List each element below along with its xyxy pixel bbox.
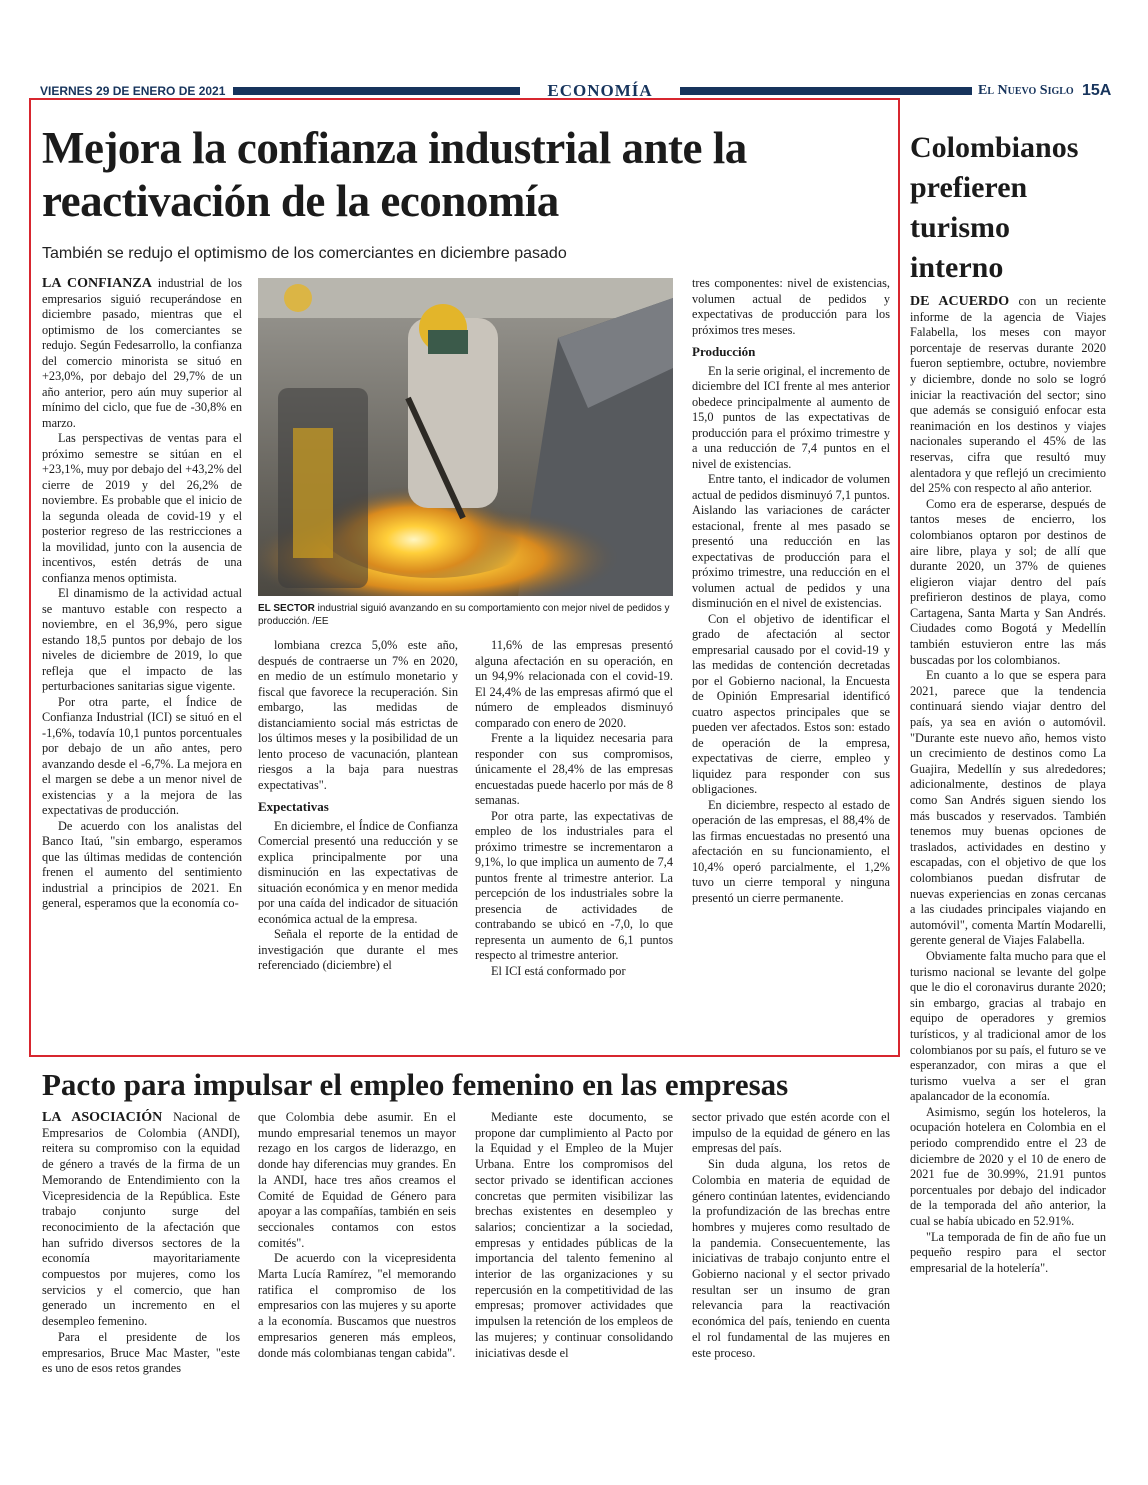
paragraph-text: Frente a la liquidez necesaria para responder con sus compromisos, únicamente el 28,4% de las empresas encuestadas puede hacerlo por más de 8 semanas. — [475, 731, 673, 807]
photo-caption-text: industrial siguió avanzando en su comportamiento con mejor nivel de pedidos y producción. — [258, 603, 670, 627]
paragraph — [692, 364, 890, 473]
paragraph — [692, 612, 890, 798]
paragraph-text: El ICI está conformado por — [491, 963, 626, 978]
subheading: Expectativas — [258, 799, 329, 814]
main-article-subtitle: También se redujo el optimismo de los comerciantes en diciembre pasado — [42, 245, 567, 262]
paragraph — [910, 949, 1106, 1105]
paragraph-text: En la serie original, el incremento de diciembre del ICI frente al mes anterior obedece principalmente al aumento de 15,0 puntos de las expectativas de producción para el próximo trimestre y a una reducción de 7,4 puntos en el nivel de existencias. — [692, 363, 890, 471]
paragraph — [692, 276, 890, 338]
page-number: 15A — [1078, 80, 1108, 102]
main-article-column-4 — [692, 276, 890, 906]
paragraph — [910, 497, 1106, 669]
paragraph-text: El dinamismo de la actividad actual se mantuvo estable con respecto a noviembre, en el 36,9%, pero sigue estando 18,5 puntos por debajo de los niveles de diciembre de 2019, lo que refleja que el impacto de las perturbaciones sanitarias sigue vigente. — [42, 586, 242, 693]
paragraph — [475, 1110, 673, 1361]
paragraph-text: Con el objetivo de identificar el grado de afectación al sector empresarial causado por el covid-19 y las medidas de contención decretadas por el Gobierno nacional, la Encuesta de Opinión Empresarial identificó cuatro aspectos principales que se pueden ver afectados. Estos son: estado de operación de la empresa, expectativas de cierre, empleo y liquidez para responder con sus obligaciones. — [692, 611, 890, 796]
paragraph — [910, 668, 1106, 949]
paragraph — [42, 1330, 240, 1377]
newspaper-name: El Nuevo Siglo — [972, 80, 1080, 102]
industrial-worker-photo — [258, 278, 673, 596]
paragraph-text: Obviamente falta mucho para que el turismo nacional se levante del golpe que le dio el coronavirus durante 2020; sin embargo, gracias al trabajo en equipo de operadores y gremios turísticos, y al tradicional amor de los colombianos por su país, el futuro se ve esperanzador, con miras a que el turismo vuelva a ser el gran apalancador de la economía. — [910, 948, 1106, 1104]
paragraph-text: Entre tanto, el indicador de volumen actual de pedidos disminuyó 7,1 puntos. Aislando las variaciones de carácter estacional, frente al mes pasado se presentó una reducción en las expectativas de producción para el próximo trimestre, una reducción en el volumen actual de pedidos y una disminución en el nivel de existencias. — [692, 472, 890, 610]
paragraph — [42, 431, 242, 586]
paragraph-text: Nacional de Empresarios de Colombia (ANDI), reitera su compromiso con la equidad de género a través de la firma de un Memorando de Entendimiento con la Vicepresidencia de la República. Este trabajo conjunto surge del reconocimiento de la afectación que han sufrido diversos sectores de la economía mayoritariamente compuestos por mujeres, como los servicios y el comercio, que han generado un incremento en el desempleo femenino. — [42, 1110, 240, 1329]
second-article-column-1 — [42, 1110, 240, 1377]
paragraph-text: lombiana crezca 5,0% este año, después de contraerse un 7% en 2020, en medio de un estímulo monetario y fiscal que favorece la recuperación. Sin embargo, las medidas de distanciamiento social más estrictas de los últimos meses y la posibilidad de un lento proceso de vacunación, plantean riesgos a la baja para nuestras expectativas". — [258, 638, 458, 792]
paragraph-text: Señala el reporte de la entidad de investigación que durante el mes referenciado (diciembre) el — [258, 927, 458, 972]
photo-credit: /EE — [312, 616, 329, 627]
paragraph-text: Como era de esperarse, después de tantos meses de encierro, los colombianos optaron por destinos de aire libre, playa y sol; de allí que durante 2020, un 37% de quienes eligieron viajar dentro del país prefirieron destinos de playa, como Cartagena, Santa Marta y San Andrés. Ciudades como Bogotá y Medellín también estuvieron entre las más buscadas por los colombianos. — [910, 496, 1106, 667]
paragraph — [692, 1157, 890, 1361]
paragraph-text: Las perspectivas de ventas para el próximo semestre se sitúan en el +23,1%, muy por debajo del +43,2% del cierre de 2019 y del 26,2% de noviembre. Es probable que el inicio de la segunda oleada de covid-19 y el posterior regreso de las restricciones a la movilidad, junto con la ausencia de incentivos, estén detrás de una confianza menos optimista. — [42, 431, 242, 585]
paragraph — [258, 638, 458, 793]
paragraph-text: De acuerdo con los analistas del Banco Itaú, "sin embargo, esperamos que las últimas medidas de contención frenen el aumento del sentimiento industrial a principios de 2021. En general, esperamos que la economía co- — [42, 818, 242, 910]
paragraph — [42, 276, 242, 431]
paragraph — [692, 1110, 890, 1157]
main-article-column-1 — [42, 276, 242, 912]
paragraph-text: Para el presidente de los empresarios, Bruce Mac Master, "este es uno de esos retos grandes — [42, 1329, 240, 1376]
paragraph — [42, 1110, 240, 1330]
header-date: VIERNES 29 DE ENERO DE 2021 — [40, 80, 233, 102]
paragraph-text: tres componentes: nivel de existencias, volumen actual de pedidos y expectativas de producción para los próximos tres meses. — [692, 276, 890, 337]
paragraph — [258, 1110, 456, 1251]
paragraph — [475, 638, 673, 731]
paragraph-text: Sin duda alguna, los retos de Colombia en materia de equidad de género continúan latentes, evidenciando la profundización de las brechas entre hombres y mujeres como resultado de la pandemia. Consecuentemente, las iniciativas de trabajo conjunto entre el Gobierno nacional y el sector privado resultan ser un insumo de gran relevancia para la reactivación económica del país, teniendo en cuenta el rol fundamental de las mujeres en este proceso. — [692, 1157, 890, 1360]
sidebar-title: Colombianos prefieren turismo interno — [910, 131, 1079, 284]
paragraph — [910, 1230, 1106, 1277]
paragraph-text: Mediante este documento, se propone dar cumplimiento al Pacto por la Equidad y el Empleo de la Mujer Urbana. Entre los compromisos del sector privado se identifican acciones concretas que permiten visibilizar las brechas existentes en desempleo y salarios; concientizar a la sociedad, empresas y entidades públicas de la importancia del talento femenino al interior de las organizaciones y su repercusión en la competitividad de las empresas; promover actividades que impulsen la retención de los empleos de las mujeres; y continuar consolidando iniciativas desde el — [475, 1110, 673, 1360]
paragraph-text: sector privado que estén acorde con el impulso de la equidad de género en las empresas del país. — [692, 1110, 890, 1156]
furnace-worker-illustration — [258, 278, 673, 596]
paragraph-text: Por otra parte, las expectativas de empleo de los industriales para el próximo trimestre se incrementaron a 9,1%, lo que implica un aumento de 7,4 puntos frente al trimestre anterior. La percepción de los industriales sobre la presencia de actividades de contrabando se ubicó en -7,0, lo que representa un aumento de 6,1 puntos respecto al trimestre anterior. — [475, 808, 673, 962]
paragraph-text: que Colombia debe asumir. En el mundo empresarial tenemos un mayor rezago en los cargos de liderazgo, en donde hay diferencias muy grandes. En la ANDI, hace tres años creamos el Comité de Equidad de Género para apoyar a las compañías, también en seis seccionales contamos con estos comités". — [258, 1110, 456, 1250]
main-article-column-2 — [258, 638, 458, 974]
paragraph — [258, 927, 458, 974]
paragraph — [692, 472, 890, 612]
paragraph — [258, 1251, 456, 1361]
main-article-title: Mejora la confianza industrial ante la reactivación de la economía — [42, 123, 747, 226]
paragraph — [42, 586, 242, 695]
second-article-title: Pacto para impulsar el empleo femenino en las empresas — [42, 1067, 789, 1102]
lead-in: LA CONFIANZA — [42, 276, 152, 291]
main-article-column-3 — [475, 638, 673, 979]
paragraph — [910, 294, 1106, 497]
paragraph-text: Por otra parte, el Índice de Confianza Industrial (ICI) se situó en el -1,6%, todavía 10,1 puntos porcentuales por debajo de un año antes, pero avanzando desde el -6,7%. La mejora en el margen se debe a un menor nivel de existencias y a la mejora de las expectativas de producción. — [42, 694, 242, 817]
header-section: ECONOMÍA — [520, 80, 680, 102]
paragraph — [258, 819, 458, 928]
paragraph — [42, 695, 242, 819]
paragraph — [910, 1105, 1106, 1230]
paragraph-text: En diciembre, el Índice de Confianza Comercial presentó una reducción y se explica principalmente por una disminución en las expectativas de situación económica y en menor medida por una caída del indicador de situación económica actual de la empresa. — [258, 818, 458, 926]
paragraph-text: con un reciente informe de la agencia de Viajes Falabella, los meses con mayor porcentaje de reservas durante 2020 fueron septiembre, octubre, noviembre y diciembre, donde no solo se logró iniciar la reactivación del sector; sino que además se consiguió enfocar esta reanimación en los destinos y viajes nacionales superando el 45% de las reservas, cifra que resultó muy alentadora y que reflejó un crecimiento del 25% con respecto al año anterior. — [910, 294, 1106, 496]
paragraph — [42, 819, 242, 912]
paragraph-text: En cuanto a lo que se espera para 2021, parece que la tendencia continuará siendo viajar dentro del país, ya sea en avión o automóvil. "Durante este nuevo año, hemos visto un crecimiento de destinos como La Guajira, Medellín y sus alrededores; adicionalmente, destinos de playa como San Andrés siguen siendo los más buscados y reservados. También tenemos muy buenas opciones de traslados, actividades en destino y escapadas, con el objetivo de que los colombianos puedan disfrutar de nuevas experiencias en zonas cercanas a las ciudades principales viajando en automóvil", comenta Martín Modarelli, gerente general de Viajes Falabella. — [910, 668, 1106, 948]
paragraph — [475, 731, 673, 809]
paragraph — [475, 809, 673, 964]
second-article-column-2 — [258, 1110, 456, 1361]
photo-caption-lead: EL SECTOR — [258, 603, 315, 614]
paragraph — [475, 964, 673, 980]
paragraph-text: Asimismo, según los hoteleros, la ocupación hotelera en Colombia en el periodo comprendido entre el 23 de diciembre de 2020 y el 10 de enero de 2021 fue de 30.99%, 21.91 puntos porcentuales por debajo del indicador de la temporada del año anterior, la cual se había ubicado en 52.91%. — [910, 1104, 1106, 1229]
lead-in: LA ASOCIACIÓN — [42, 1110, 163, 1125]
paragraph-text: De acuerdo con la vicepresidenta Marta Lucía Ramírez, "el memorando ratifica el compromiso de los empresarios con las mujeres y su aporte a la economía. Buscamos que nuestros empresarios generen más empleos, donde más colombianas tengan cabida". — [258, 1251, 456, 1360]
second-article-column-3 — [475, 1110, 673, 1361]
lead-in: DE ACUERDO — [910, 294, 1010, 309]
paragraph-text: industrial de los empresarios siguió recuperándose en diciembre pasado, mientras que el optimismo de los comerciantes se redujo. Según Fedesarrollo, la confianza del comercio minorista se situó en +23,0%, por debajo del 29,7% de un año anterior, pero aún muy superior al mínimo del ciclo, que fue de -30,8% en marzo. — [42, 276, 242, 430]
photo-caption — [258, 602, 673, 628]
subheading: Producción — [692, 344, 756, 359]
second-article-column-4 — [692, 1110, 890, 1361]
paragraph-text: "La temporada de fin de año fue un pequeño respiro para el sector empresarial de la hotelería". — [910, 1229, 1106, 1275]
paragraph — [692, 798, 890, 907]
sidebar-column — [910, 294, 1106, 1276]
paragraph-text: 11,6% de las empresas presentó alguna afectación en su operación, en un 94,9% relacionada con el covid-19. El 24,4% de las empresas afirmó que el número de empleados disminuyó comparado con enero de 2020. — [475, 638, 673, 730]
paragraph-text: En diciembre, respecto al estado de operación de las empresas, el 88,4% de las firmas encuestadas no presentó una afectación en su funcionamiento, el 10,4% operó parcialmente, el 1,2% tuvo un cierre temporal y ninguna presentó un cierre permanente. — [692, 797, 890, 905]
